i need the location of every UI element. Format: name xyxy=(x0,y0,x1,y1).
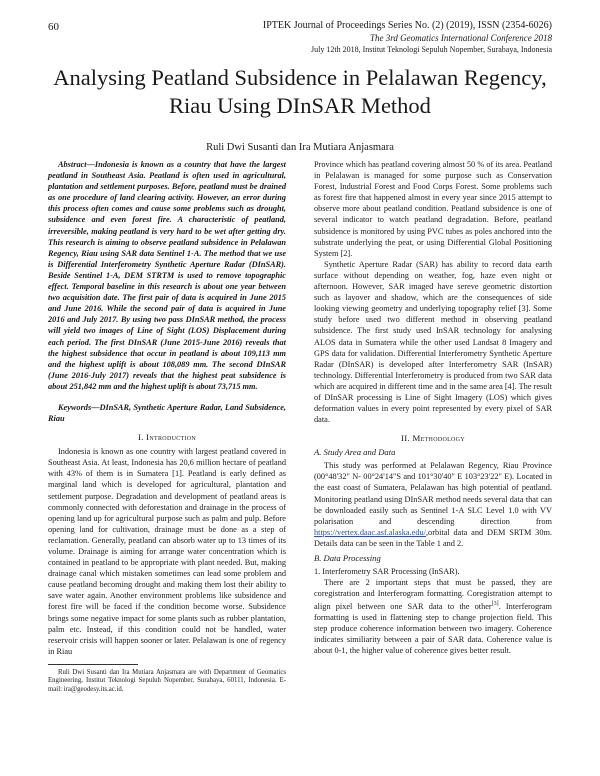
study-area-text-part2: ,orbital data and DEM SRTM 30m. Details data can be seen in the Table 1 and 2. xyxy=(314,527,552,548)
methodology-heading: II. Methodology xyxy=(401,433,465,444)
insar-processing-item: 1. Interferometry SAR Processing (InSAR). xyxy=(314,567,460,576)
processing-text-part1: There are 2 important steps that must be passed, they are coregistration and Interferogram formatting. Coregistration attempt to align pixel between one SAR data to the other xyxy=(314,578,552,612)
introduction-continued: Province which has peatland covering almost 50 % of its area. Peatland in Pelalawan is managed for some purpose such as Conservation Forest, Industrial Forest and Food Corps Forest. Some problems such as forest fire that happened almost in every year since 2015 attempt to observe more about peatland condition. Peatland subsidence is one of several indicator to watch peatland degradation. Before, peatland subsidence is monitored by using PVC tubes as poles anchored into the substrate underlying the peat, or using Differential Global Positioning System [2]. xyxy=(314,160,552,258)
conference-name: The 3rd Geomatics International Conference 2018 xyxy=(369,33,552,43)
study-area-text xyxy=(314,460,552,549)
processing-text-part2: . Interferogram formatting is used in flattening step to change projection field. This step produce coherence information between two imagery. Coherence indicates similiarity between a pair of SAR data. Coherence value is about 0-1, the higher value of coherence gives better result. xyxy=(314,602,552,656)
right-column xyxy=(314,159,552,657)
vertex-link[interactable]: https://vertex.daac.asf.alaska.edu/ xyxy=(314,527,426,537)
introduction-heading: I. Introduction xyxy=(137,432,197,443)
processing-text xyxy=(314,577,552,656)
study-area-heading: A. Study Area and Data xyxy=(314,447,396,458)
abstract: Abstract—Indonesia is known as a country that have the largest peatland in Southeast Asia. Peatland is often used in agricultural, plantation and settlement purposes. Before, peatland must be drained as one procedure of land clearing activity. However, an error during this process often comes and cause some problems such as drought, subsidence and even forest fire. A characteristic of peatland, irreversible, making peatland is very hard to be wet after getting dry. This research is aiming to observe peatland subsidence in Pelalawan Regency, Riau using SAR data Sentinel 1-A. The method that we use is Differential Interferometry Synthetic Aperture Radar (DInSAR). Beside Sentinel 1-A, DEM STRTM is used to remove topographic effect. Temporal baseline in this research is about one year between two acquisition date. The first pair of data is acquired in June 2015 and June 2016. While the second pair of data is acquired in June 2016 and July 2017. By using two pass DInSAR method, the process will yield two images of Line of Sight (LOS) Displacement during each period. The first DInSAR (June 2015-June 2016) reveals that the highest subsidence that occur in peatland is about 109,113 mm and the highest uplift is about 108,089 mm. The second DInSAR (June 2016-July 2017) reveals that the highest peat subsidence is about 251,842 mm and the highest uplift is about 73,715 mm. xyxy=(48,160,286,391)
journal-header xyxy=(263,20,552,56)
author-footnote: Ruli Dwi Susanti dan Ira Mutiara Anjasmara are with Department of Geomatics Engineering, Institut Teknologi Sepuluh Nopember, Surabaya, 60111, Indonesia. E-mail: ira@geodesy.its.ac.id. xyxy=(48,668,286,693)
paper-title: Analysing Peatland Subsidence in Pelalawan Regency, Riau Using DInSAR Method xyxy=(53,65,547,118)
page-number: 60 xyxy=(48,21,59,33)
study-area-text-part1: This study was performed at Pelalawan Regency, Riau Province (00°48'32" N- 00°24'14"S and 101°30'40" E 103°23'22" E). Located in the east coast of Sumatera, Pelalawan has high potential of peatland. Monitoring peatland using DInSAR method needs several data that can be downloaded easily such as Sentinel 1-A SLC Level 1.0 with VV polarisation and descending direction from xyxy=(314,461,552,526)
introduction-text: Indonesia is known as one country with largest peatland covered in Southeast Asia. At least, Indonesia has 20,6 million hectare of peatland with 43% of them is in Sumatera [1]. Peatland is early defined as marginal land which is developed for agricultural, plantation and settlement purpose. Degradation and development of peatland areas is commonly connected with deforestation and drainage in the process of opening land up for agricultural purpose such as palm and pulp. Before opening land for cultivation, drainage must be done as a step of reclamation. Generally, peatland can absorb water up to 13 times of its volume. Drainage is aiming for arrange water concentration which is contained in peatland to be appropriate with plant needed. But, making drainage canal which mistaken sometimes can lead some problem and cause peatland becoming drought and making them lost their ability to save water again. Another environment problems like subsidence and forest fire will be faced if the condition become worse. Subsidence brings some negative impact for some plants such as rubber plantation, palm etc. Instead, if this condition could not be handled, water reservoir crisis will happen sooner or later. Pelalawan is one of regency in Riau xyxy=(48,447,286,656)
journal-name: IPTEK Journal of Proceedings Series No. (2) (2019), ISSN (2354-6026) xyxy=(262,20,552,31)
citation-ref: [3] xyxy=(491,601,499,608)
authors: Ruli Dwi Susanti dan Ira Mutiara Anjasmara xyxy=(206,142,394,153)
sar-paragraph: Synthetic Aperture Radar (SAR) has ability to record data earth surface without depending on weather, fog, haze even night or afternoon. However, SAR imaged have sereve geometric distortion such as layover and shadow, which are the consequences of side looking viewing geometry and underlying topography relief [3]. Some study before used two different method in observing peatland subsidence. The first study used InSAR technology for analysing ALOS data in Sumatera while the other used Landsat 8 Imagery and GPS data for validation. Differential Interferometry Synthetic Aperture Radar (DInSAR) is developed after Interferometry SAR (InSAR) technology. Differential Interferometry is produced from two SAR data which are acquired in different time and in the same area [4]. The result of DInSAR processing is Line of Sight Imagery (LOS) which gives deformation values in every point represented by every pixel of SAR data. xyxy=(314,259,552,425)
left-column xyxy=(48,159,286,694)
data-processing-heading: B. Data Processing xyxy=(314,553,381,563)
conference-date-venue: July 12th 2018, Institut Teknologi Sepuluh Nopember, Surabaya, Indonesia xyxy=(311,45,552,54)
footnote-divider xyxy=(48,664,138,665)
keywords: Keywords—DInSAR, Synthetic Aperture Radar, Land Subsidence, Riau xyxy=(48,402,286,424)
